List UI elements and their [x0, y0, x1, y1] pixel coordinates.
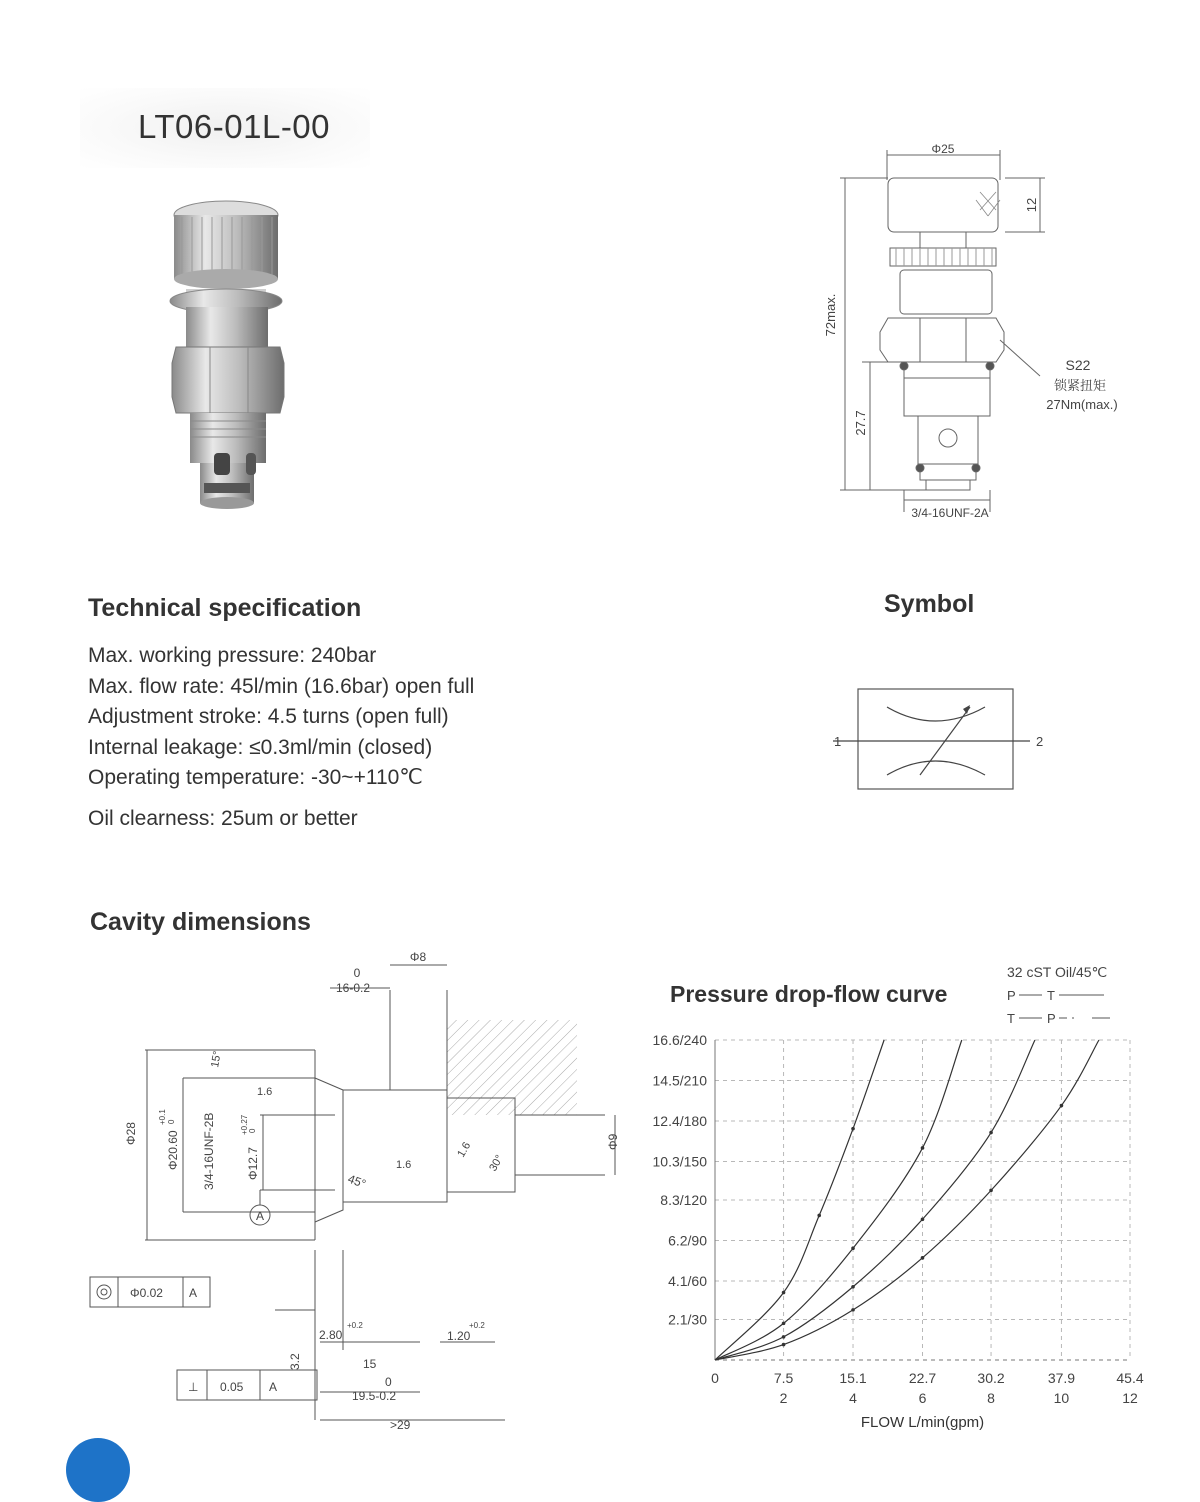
symbol-heading: Symbol	[884, 590, 975, 618]
cav-tol2-value: 0.05	[220, 1380, 244, 1394]
series-point	[851, 1127, 855, 1131]
legend-oil: 32 cST Oil/45℃	[1007, 964, 1108, 980]
cav-d8: Φ8	[409, 950, 427, 964]
spec-stroke: Adjustment stroke: 4.5 turns (open full)	[88, 705, 449, 728]
cav-d2060: Φ20.60	[166, 1130, 180, 1170]
spec-pressure: Max. working pressure: 240bar	[88, 644, 377, 667]
y-tick-label: 2.1/30	[668, 1311, 707, 1328]
series-line-3	[715, 1040, 1035, 1360]
cav-angle-30: 30°	[487, 1153, 506, 1174]
cav-tol2-icon: ⊥	[188, 1380, 199, 1394]
cav-d127: Φ12.7	[246, 1147, 260, 1180]
x-tick-label-lpm: 45.4	[1116, 1370, 1144, 1386]
x-tick-label-gpm: 4	[849, 1390, 857, 1406]
x-tick-label-lpm: 0	[711, 1370, 719, 1386]
y-tick-label: 10.3/150	[652, 1153, 707, 1170]
y-tick-label: 6.2/90	[668, 1232, 707, 1249]
cav-datum: A	[256, 1209, 265, 1223]
series-point	[851, 1285, 855, 1289]
series-point	[989, 1131, 993, 1135]
legend-tp-to: P	[1047, 1011, 1056, 1026]
model-number: LT06-01L-00	[138, 108, 331, 145]
legend-tp-from: T	[1007, 1011, 1015, 1026]
dim-dia-top: Φ25	[931, 142, 955, 156]
cav-l32: 3.2	[288, 1353, 302, 1370]
x-tick-label-gpm: 2	[779, 1390, 788, 1406]
x-tick-label-lpm: 7.5	[773, 1370, 794, 1386]
x-tick-label-lpm: 37.9	[1047, 1370, 1076, 1386]
series-point	[782, 1335, 786, 1339]
cav-r16a: 1.6	[257, 1086, 273, 1098]
x-tick-label-gpm: 8	[987, 1390, 995, 1406]
spec-temperature: Operating temperature: -30~+110℃	[88, 766, 423, 789]
spec-list	[88, 641, 474, 794]
cavity-heading: Cavity dimensions	[90, 908, 311, 936]
cav-d2060-tol-low: 0	[167, 1119, 176, 1124]
dim-height-top: 12	[1024, 197, 1039, 213]
brand-logo	[66, 1438, 130, 1502]
curve-title: Pressure drop-flow curve	[670, 981, 948, 1007]
dim-lower-length: 27.7	[853, 410, 868, 436]
dim-hex: S22	[1065, 357, 1091, 373]
tech-spec-heading: Technical specification	[88, 594, 362, 622]
cav-l120-tol: +0.2	[469, 1321, 485, 1330]
cav-l29: >29	[390, 1418, 411, 1432]
cav-tol2-ref: A	[269, 1380, 278, 1394]
legend-pt-from: P	[1007, 988, 1016, 1003]
y-tick-label: 8.3/120	[660, 1192, 707, 1208]
series-point	[1060, 1104, 1064, 1108]
spec-flow: Max. flow rate: 45l/min (16.6bar) open full	[88, 674, 475, 698]
cav-tol1-ref: A	[189, 1286, 198, 1300]
spec-oil-clearness: Oil clearness: 25um or better	[88, 807, 358, 830]
series-point	[782, 1322, 786, 1326]
cav-d2060-tol-up: +0.1	[158, 1109, 167, 1125]
cav-r16b: 1.6	[396, 1159, 412, 1171]
dim-torque: 27Nm(max.)	[1046, 397, 1118, 412]
cav-l195: 19.5-0.2	[352, 1389, 397, 1403]
cav-d127-tol-up: +0.27	[240, 1114, 249, 1135]
x-tick-label-gpm: 6	[918, 1390, 927, 1406]
cav-d16: 16-0.2	[335, 981, 371, 995]
dimension-drawing	[800, 140, 1160, 530]
series-point	[921, 1256, 925, 1260]
series-point	[851, 1308, 855, 1312]
series-point	[817, 1214, 821, 1218]
series-point	[782, 1343, 786, 1347]
cav-d127-tol-low: 0	[248, 1128, 257, 1133]
y-tick-label: 4.1/60	[668, 1272, 707, 1289]
y-tick-label: 12.4/180	[652, 1112, 707, 1129]
legend	[1004, 986, 1124, 1026]
cavity-drawing	[85, 950, 645, 1450]
valve-photo	[160, 195, 300, 515]
symbol-port-1: 1	[834, 734, 842, 749]
cav-l280-tol: +0.2	[347, 1321, 363, 1330]
symbol-port-2: 2	[1036, 734, 1044, 749]
x-tick-label-lpm: 15.1	[839, 1370, 867, 1386]
dim-max-length: 72max.	[823, 293, 838, 337]
cav-angle-15: 15°	[209, 1050, 224, 1069]
x-tick-label-gpm: 12	[1122, 1390, 1138, 1406]
cav-zero-top: 0	[353, 966, 361, 980]
cav-l120: 1.20	[447, 1329, 471, 1343]
cav-r16c: 1.6	[455, 1140, 474, 1160]
x-tick-label-lpm: 22.7	[908, 1370, 937, 1386]
y-tick-label: 14.5/210	[652, 1072, 707, 1089]
x-tick-label-lpm: 30.2	[977, 1370, 1005, 1386]
cav-l280: 2.80	[319, 1328, 343, 1342]
x-axis-label: FLOW L/min(gpm)	[860, 1414, 985, 1431]
series-point	[851, 1246, 855, 1250]
series-point	[921, 1217, 925, 1221]
cav-zero-bottom: 0	[385, 1375, 392, 1389]
spec-leakage: Internal leakage: ≤0.3ml/min (closed)	[88, 735, 433, 759]
hydraulic-symbol	[825, 685, 1055, 795]
cav-tol1-value: Φ0.02	[130, 1286, 163, 1300]
y-tick-label: 16.6/240	[652, 1032, 707, 1048]
cav-d9: Φ9	[606, 1133, 620, 1150]
x-tick-label-gpm: 10	[1053, 1390, 1070, 1406]
series-point	[921, 1146, 925, 1150]
legend-pt-to: T	[1047, 988, 1055, 1003]
series-point	[989, 1189, 993, 1193]
cav-l15: 15	[363, 1357, 377, 1371]
cav-thread: 3/4-16UNF-2B	[202, 1112, 216, 1190]
series-point	[782, 1291, 786, 1295]
cav-d28: Φ28	[124, 1122, 138, 1145]
pressure-flow-chart	[625, 1025, 1150, 1435]
dim-thread: 3/4-16UNF-2A	[911, 506, 989, 520]
cav-angle-45: 45°	[345, 1171, 368, 1192]
dim-torque-cn: 锁紧扭矩	[1053, 378, 1107, 393]
